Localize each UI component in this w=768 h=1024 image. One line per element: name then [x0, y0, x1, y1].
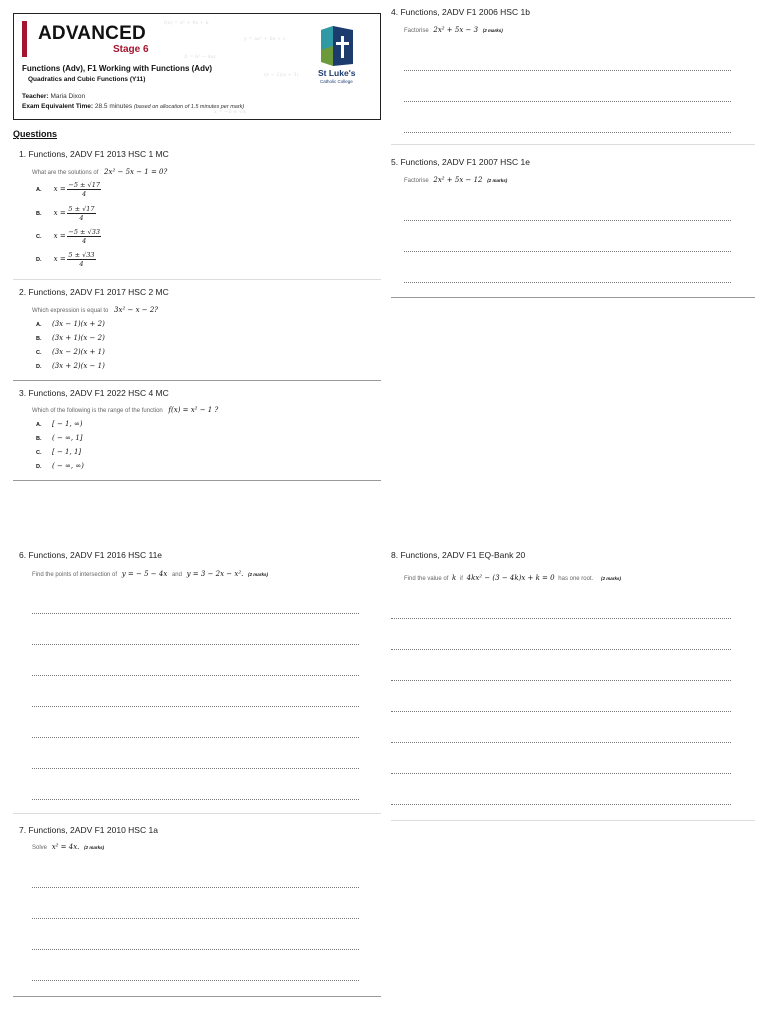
- option-label: D.: [36, 464, 42, 470]
- exam-time-note: (based on allocation of 1.5 minutes per mark): [133, 104, 245, 110]
- teacher-line: [22, 93, 85, 100]
- marks-label: (2 marks): [248, 572, 269, 577]
- question-6-prompt: [32, 570, 268, 578]
- answer-line[interactable]: [32, 706, 359, 707]
- question-number: 6.: [19, 550, 27, 560]
- option-lhs: x =: [53, 232, 66, 241]
- prompt-expression: 2x² − 5x − 1 = 0?: [104, 168, 168, 176]
- answer-line[interactable]: [32, 799, 359, 800]
- marks-label: (2 marks): [482, 28, 503, 33]
- question-divider: [391, 144, 755, 145]
- marks-label: (2 marks): [487, 178, 508, 183]
- option-label: C.: [36, 450, 42, 456]
- question-7-heading: [19, 825, 158, 835]
- prompt-text: Solve: [32, 845, 48, 851]
- option-fraction: [67, 205, 95, 222]
- fraction-numerator: −5 ± √33: [68, 228, 100, 236]
- fraction-numerator: −5 ± √17: [68, 181, 100, 189]
- fraction-denominator: 4: [79, 260, 84, 268]
- answer-line[interactable]: [404, 70, 731, 71]
- answer-line[interactable]: [32, 980, 359, 981]
- question-number: 3.: [19, 388, 27, 398]
- subtopic-title: Quadratics and Cubic Functions (Y11): [28, 76, 146, 83]
- option-label: D.: [36, 364, 42, 370]
- question-divider: [13, 279, 381, 280]
- brand-title: ADVANCED: [38, 23, 146, 44]
- prompt-expression: 2x² + 5x − 3: [433, 26, 479, 34]
- question-1-option-d[interactable]: [36, 251, 96, 268]
- question-2-option-c[interactable]: [36, 348, 105, 356]
- prompt-text: Find the points of intersection of: [32, 572, 118, 578]
- option-label: A.: [36, 422, 42, 428]
- stage-label: Stage 6: [113, 44, 149, 55]
- question-title: Functions, 2ADV F1 2017 HSC 2 MC: [28, 287, 169, 297]
- marks-label: (2 marks): [600, 576, 621, 581]
- option-label: A.: [36, 187, 42, 194]
- question-title: Functions, 2ADV F1 2006 HSC 1b: [400, 7, 530, 17]
- answer-line[interactable]: [32, 644, 359, 645]
- option-fraction: [67, 228, 101, 245]
- question-3-option-d[interactable]: [36, 462, 84, 470]
- fraction-denominator: 4: [82, 237, 87, 245]
- question-3-option-b[interactable]: [36, 434, 83, 442]
- prompt-expression: x² = 4x.: [51, 843, 80, 851]
- option-label: D.: [36, 257, 42, 264]
- teacher-label: Teacher:: [22, 93, 49, 100]
- option-value: [ − 1, 1]: [52, 448, 82, 456]
- option-lhs: x =: [53, 185, 66, 194]
- answer-line[interactable]: [404, 132, 731, 133]
- school-name: St Luke's: [318, 68, 356, 78]
- prompt-text: Find the value of: [404, 576, 449, 582]
- question-title: Functions, 2ADV F1 2016 HSC 11e: [28, 550, 163, 560]
- answer-line[interactable]: [32, 949, 359, 950]
- option-label: A.: [36, 322, 42, 328]
- watermark-math: (x − 2)(x + 3): [264, 72, 299, 78]
- worksheet-header: [13, 13, 381, 120]
- question-divider: [391, 820, 755, 821]
- answer-line[interactable]: [404, 101, 731, 102]
- exam-time-label: Exam Equivalent Time:: [22, 103, 94, 110]
- question-title: Functions, 2ADV F1 2013 HSC 1 MC: [28, 149, 169, 159]
- question-title: Functions, 2ADV F1 2022 HSC 4 MC: [28, 388, 169, 398]
- option-label: B.: [36, 436, 42, 442]
- question-5-prompt: [404, 176, 507, 184]
- question-1-option-a[interactable]: [36, 181, 101, 198]
- question-2-option-d[interactable]: [36, 362, 105, 370]
- option-label: C.: [36, 234, 42, 241]
- prompt-expression: y = 3 − 2x − x².: [186, 570, 244, 578]
- option-value: (3x − 1)(x + 2): [52, 320, 105, 328]
- watermark-math: f(x) = x² + 4x + k: [164, 20, 209, 26]
- question-number: 2.: [19, 287, 27, 297]
- question-title: Functions, 2ADV F1 EQ-Bank 20: [400, 550, 526, 560]
- prompt-text: Factorise: [404, 178, 429, 184]
- option-fraction: [67, 181, 101, 198]
- question-divider: [13, 480, 381, 481]
- exam-time-value: 28.5 minutes: [94, 103, 133, 110]
- prompt-conjunction: if: [459, 576, 463, 582]
- option-fraction: [67, 251, 95, 268]
- question-6-heading: [19, 550, 162, 560]
- prompt-expression: 4kx² − (3 − 4k)x + k = 0: [466, 574, 555, 582]
- answer-line[interactable]: [32, 675, 359, 676]
- answer-line[interactable]: [32, 887, 359, 888]
- answer-line[interactable]: [391, 711, 731, 712]
- answer-line[interactable]: [391, 773, 731, 774]
- question-1-heading: [19, 149, 169, 159]
- answer-line[interactable]: [404, 220, 731, 221]
- question-1-option-c[interactable]: [36, 228, 101, 245]
- watermark-math: x = −b ± √Δ: [214, 109, 246, 115]
- fraction-numerator: 5 ± √33: [68, 251, 95, 259]
- prompt-expression: 2x² + 5x − 12: [433, 176, 483, 184]
- question-8-heading: [391, 550, 525, 560]
- question-5-heading: [391, 157, 530, 167]
- prompt-text: Factorise: [404, 28, 429, 34]
- accent-bar: [22, 21, 27, 57]
- question-4-heading: [391, 7, 530, 17]
- teacher-name: Maria Dixon: [50, 93, 86, 100]
- question-number: 8.: [391, 550, 399, 560]
- option-lhs: x =: [53, 209, 66, 218]
- question-1-option-b[interactable]: [36, 205, 96, 222]
- prompt-text: What are the solutions of: [32, 170, 99, 176]
- topic-title: Functions (Adv), F1 Working with Functions (Adv): [22, 64, 213, 73]
- marks-label: (2 marks): [84, 845, 105, 850]
- answer-line[interactable]: [404, 282, 731, 283]
- exam-time-line: [22, 103, 244, 110]
- prompt-expression: y = − 5 − 4x: [121, 570, 168, 578]
- prompt-suffix: has one root.: [558, 576, 594, 582]
- fraction-denominator: 4: [79, 214, 84, 222]
- questions-title: Questions: [13, 129, 58, 139]
- option-value: (3x − 2)(x + 1): [52, 348, 105, 356]
- question-title: Functions, 2ADV F1 2007 HSC 1e: [400, 157, 530, 167]
- watermark-math: y = ax² + bx + c: [244, 36, 286, 42]
- answer-line[interactable]: [32, 768, 359, 769]
- fraction-denominator: 4: [82, 190, 87, 198]
- answer-line[interactable]: [32, 737, 359, 738]
- option-value: ( − ∞, 1]: [52, 434, 83, 442]
- question-8-prompt: [404, 574, 621, 582]
- question-2-heading: [19, 287, 169, 297]
- question-title: Functions, 2ADV F1 2010 HSC 1a: [28, 825, 158, 835]
- answer-line[interactable]: [32, 918, 359, 919]
- question-7-prompt: [32, 843, 104, 851]
- prompt-text: Which of the following is the range of the function: [32, 408, 163, 414]
- prompt-expression: f(x) = x² − 1 ?: [168, 406, 219, 414]
- prompt-expression: 3x² − x − 2?: [114, 306, 159, 314]
- answer-line[interactable]: [391, 742, 731, 743]
- answer-line[interactable]: [391, 804, 731, 805]
- option-value: (3x + 2)(x − 1): [52, 362, 105, 370]
- question-number: 1.: [19, 149, 27, 159]
- school-subtitle: Catholic College: [320, 79, 353, 84]
- prompt-variable: k: [452, 574, 457, 582]
- option-value: (3x + 1)(x − 2): [52, 334, 105, 342]
- question-1-prompt: [32, 168, 167, 176]
- answer-line[interactable]: [391, 649, 731, 650]
- question-3-option-a[interactable]: [36, 420, 83, 428]
- option-lhs: x =: [53, 255, 66, 264]
- fraction-numerator: 5 ± √17: [68, 205, 95, 213]
- answer-line[interactable]: [391, 618, 731, 619]
- question-number: 5.: [391, 157, 399, 167]
- question-number: 4.: [391, 7, 399, 17]
- question-2-prompt: [32, 306, 158, 314]
- question-3-prompt: [32, 406, 218, 414]
- question-divider: [13, 813, 381, 814]
- question-4-prompt: [404, 26, 503, 34]
- school-crest-icon: [317, 24, 357, 72]
- question-divider: [13, 380, 381, 381]
- question-3-heading: [19, 388, 169, 398]
- watermark-math: Δ = b² − 4ac: [184, 54, 217, 60]
- option-value: ( − ∞, ∞): [52, 462, 84, 470]
- prompt-conjunction: and: [171, 572, 182, 578]
- option-label: B.: [36, 336, 42, 342]
- question-divider: [13, 996, 381, 997]
- question-3-option-c[interactable]: [36, 448, 81, 456]
- option-value: [ − 1, ∞): [52, 420, 83, 428]
- question-2-option-a[interactable]: [36, 320, 105, 328]
- question-number: 7.: [19, 825, 27, 835]
- answer-line[interactable]: [32, 613, 359, 614]
- option-label: B.: [36, 211, 42, 218]
- option-label: C.: [36, 350, 42, 356]
- answer-line[interactable]: [404, 251, 731, 252]
- prompt-text: Which expression is equal to: [32, 308, 109, 314]
- question-divider: [391, 297, 755, 298]
- question-2-option-b[interactable]: [36, 334, 105, 342]
- answer-line[interactable]: [391, 680, 731, 681]
